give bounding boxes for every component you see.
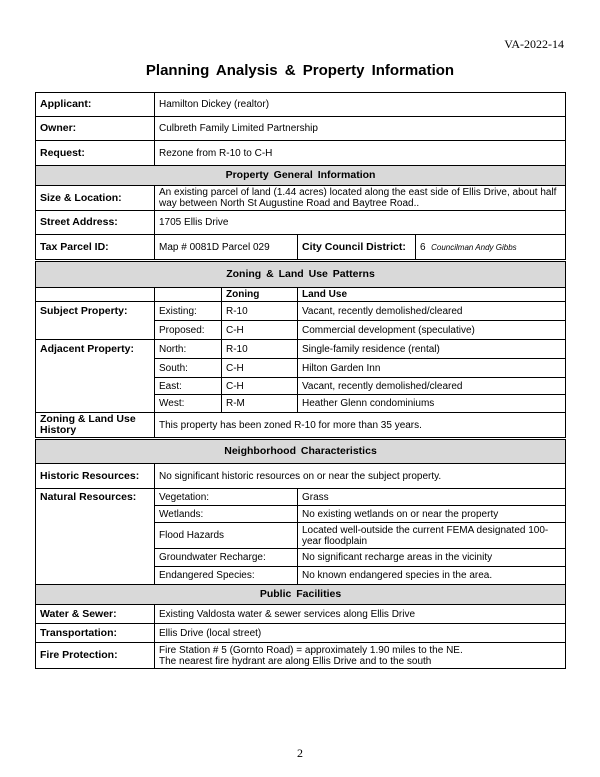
council-district-label: City Council District: — [298, 235, 416, 261]
subject-zoning: R-10 — [222, 302, 298, 321]
adjacent-direction: East: — [155, 378, 222, 395]
natural-resource-value: No existing wetlands on or near the property — [298, 506, 566, 523]
fire-protection-line-2: The nearest fire hydrant are along Ellis Drive and to the south — [159, 655, 432, 667]
fire-protection-line-1: Fire Station # 5 (Gornto Road) = approximately 1.90 miles to the NE. — [159, 644, 463, 656]
natural-resource-item: Vegetation: — [155, 489, 298, 506]
natural-resource-value: No known endangered species in the area. — [298, 567, 566, 585]
natural-resource-item: Wetlands: — [155, 506, 298, 523]
council-district-number: 6 — [420, 241, 426, 253]
natural-resource-value: No significant recharge areas in the vicinity — [298, 549, 566, 567]
council-member: Councilman Andy Gibbs — [431, 242, 517, 252]
applicant-row — [36, 93, 566, 117]
natural-resource-item: Flood Hazards — [155, 523, 298, 549]
owner-label: Owner: — [36, 117, 155, 141]
request-value: Rezone from R-10 to C-H — [155, 141, 566, 166]
request-label: Request: — [36, 141, 155, 166]
natural-resource-item: Endangered Species: — [155, 567, 298, 585]
applicant-label: Applicant: — [36, 93, 155, 117]
adjacent-landuse: Vacant, recently demolished/cleared — [298, 378, 566, 395]
transportation-label: Transportation: — [36, 624, 155, 643]
section-header-general — [36, 166, 566, 186]
owner-value: Culbreth Family Limited Partnership — [155, 117, 566, 141]
adjacent-zoning: R-10 — [222, 340, 298, 359]
council-district-value — [416, 235, 566, 261]
subject-landuse: Commercial development (speculative) — [298, 321, 566, 340]
street-address-row — [36, 211, 566, 235]
general-heading: Property General Information — [36, 166, 566, 186]
zoning-history-row — [36, 413, 566, 439]
tax-parcel-label: Tax Parcel ID: — [36, 235, 155, 261]
section-header-public — [36, 585, 566, 605]
applicant-value: Hamilton Dickey (realtor) — [155, 93, 566, 117]
zoning-column-headers — [36, 288, 566, 302]
fire-protection-value — [155, 643, 566, 669]
table-row — [36, 567, 566, 585]
table-row — [36, 549, 566, 567]
document-number: VA-2022-14 — [504, 37, 564, 51]
transportation-row — [36, 624, 566, 643]
table-row — [36, 378, 566, 395]
zoning-heading: Zoning & Land Use Patterns — [36, 261, 566, 288]
size-location-label: Size & Location: — [36, 186, 155, 211]
owner-row — [36, 117, 566, 141]
table-row — [36, 321, 566, 340]
fire-protection-label: Fire Protection: — [36, 643, 155, 669]
tax-parcel-value: Map # 0081D Parcel 029 — [155, 235, 298, 261]
request-row — [36, 141, 566, 166]
size-location-row — [36, 186, 566, 211]
table-row — [36, 506, 566, 523]
adjacent-landuse: Single-family residence (rental) — [298, 340, 566, 359]
adjacent-direction: West: — [155, 395, 222, 413]
water-sewer-label: Water & Sewer: — [36, 605, 155, 624]
natural-resource-item: Groundwater Recharge: — [155, 549, 298, 567]
property-info-table — [35, 92, 566, 669]
street-address-value: 1705 Ellis Drive — [155, 211, 566, 235]
natural-resources-label: Natural Resources: — [36, 489, 155, 506]
page-number: 2 — [297, 746, 303, 760]
adjacent-landuse: Hilton Garden Inn — [298, 359, 566, 378]
natural-resource-value: Grass — [298, 489, 566, 506]
table-row — [36, 340, 566, 359]
zoning-history-label: Zoning & Land Use History — [36, 413, 155, 439]
table-row — [36, 359, 566, 378]
fire-protection-row — [36, 643, 566, 669]
table-row — [36, 523, 566, 549]
subject-direction: Proposed: — [155, 321, 222, 340]
subject-direction: Existing: — [155, 302, 222, 321]
section-header-neighborhood — [36, 439, 566, 464]
zoning-column-header: Zoning — [222, 288, 298, 302]
water-sewer-row — [36, 605, 566, 624]
natural-resource-value: Located well-outside the current FEMA designated 100-year floodplain — [298, 523, 566, 549]
zoning-history-value: This property has been zoned R-10 for more than 35 years. — [155, 413, 566, 439]
neighborhood-heading: Neighborhood Characteristics — [36, 439, 566, 464]
adjacent-zoning: R-M — [222, 395, 298, 413]
table-row — [36, 302, 566, 321]
street-address-label: Street Address: — [36, 211, 155, 235]
public-heading: Public Facilities — [36, 585, 566, 605]
section-header-zoning — [36, 261, 566, 288]
historic-resources-row — [36, 464, 566, 489]
subject-landuse: Vacant, recently demolished/cleared — [298, 302, 566, 321]
table-row — [36, 489, 566, 506]
adjacent-property-label: Adjacent Property: — [36, 340, 155, 359]
subject-zoning: C-H — [222, 321, 298, 340]
landuse-column-header: Land Use — [298, 288, 566, 302]
adjacent-landuse: Heather Glenn condominiums — [298, 395, 566, 413]
adjacent-direction: North: — [155, 340, 222, 359]
transportation-value: Ellis Drive (local street) — [155, 624, 566, 643]
adjacent-zoning: C-H — [222, 359, 298, 378]
adjacent-zoning: C-H — [222, 378, 298, 395]
table-row — [36, 395, 566, 413]
water-sewer-value: Existing Valdosta water & sewer services along Ellis Drive — [155, 605, 566, 624]
historic-resources-value: No significant historic resources on or near the subject property. — [155, 464, 566, 489]
size-location-value: An existing parcel of land (1.44 acres) located along the east side of Ellis Drive, about half way between North St Augustine Road and Baytree Road.. — [155, 186, 566, 211]
historic-resources-label: Historic Resources: — [36, 464, 155, 489]
tax-parcel-row — [36, 235, 566, 261]
subject-property-label: Subject Property: — [36, 302, 155, 321]
page-title: Planning Analysis & Property Information — [145, 62, 455, 79]
adjacent-direction: South: — [155, 359, 222, 378]
